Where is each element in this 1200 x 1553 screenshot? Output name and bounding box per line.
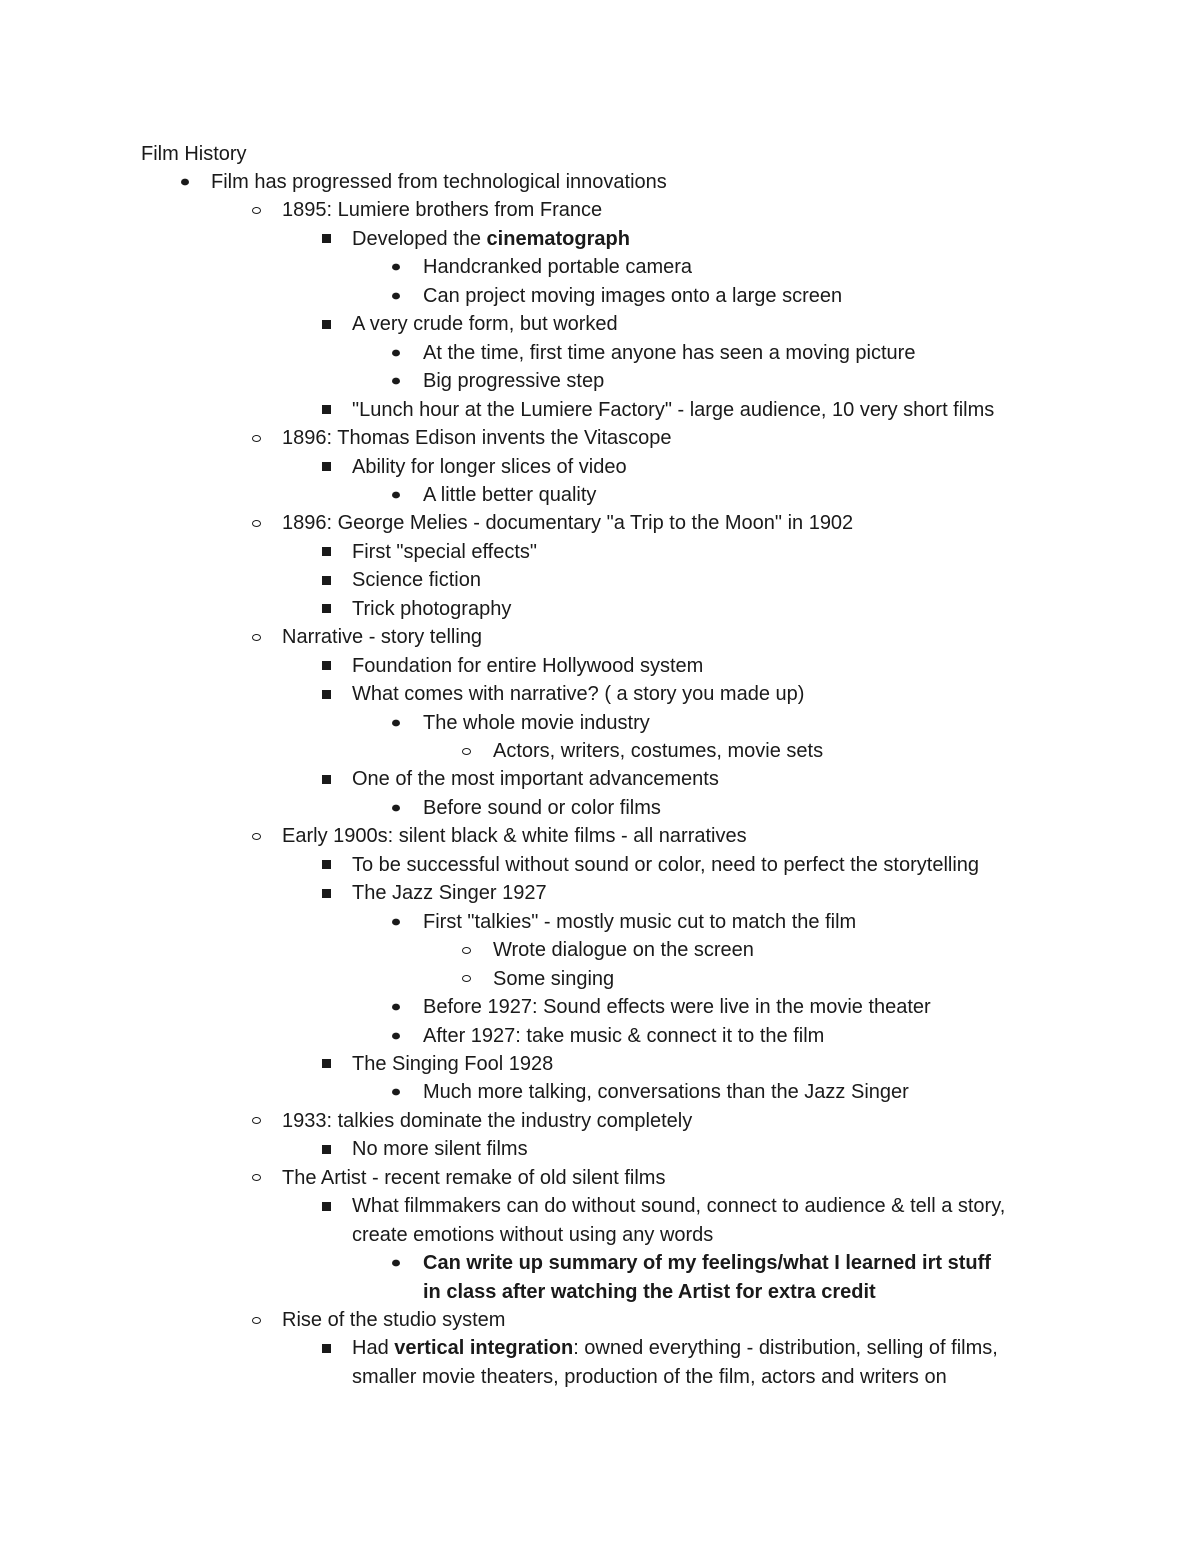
hollow-bullet-icon — [246, 623, 266, 651]
list-item-text — [423, 1022, 824, 1050]
list-item — [0, 680, 1200, 708]
square-bullet-icon — [316, 310, 336, 338]
text-segment: smaller movie theaters, production of the film, actors and writers on — [352, 1365, 947, 1388]
text-segment: Much more talking, conversations than the Jazz Singer — [423, 1081, 909, 1104]
list-item — [0, 481, 1200, 509]
list-item-text — [352, 1050, 553, 1078]
list-item — [0, 765, 1200, 793]
list-item-text — [352, 538, 537, 566]
filled-bullet-icon — [386, 339, 406, 367]
filled-bullet-icon — [386, 481, 406, 509]
list-item-text — [352, 310, 618, 338]
square-bullet-icon — [316, 595, 336, 623]
list-item-text — [423, 481, 596, 509]
list-item — [0, 709, 1200, 737]
text-segment: To be successful without sound or color, need to perfect the storytelling — [352, 853, 980, 876]
list-item-text — [352, 1363, 947, 1391]
text-segment: Science fiction — [352, 569, 481, 592]
list-item-text — [352, 1334, 998, 1362]
list-item — [0, 282, 1200, 310]
text-segment: create emotions without using any words — [352, 1223, 714, 1246]
list-item — [0, 1164, 1200, 1192]
list-item-text — [493, 936, 754, 964]
filled-bullet-icon — [386, 367, 406, 395]
list-item — [0, 538, 1200, 566]
hollow-bullet-icon — [246, 1107, 266, 1135]
list-item — [0, 1192, 1200, 1220]
bold-text-segment: in class after watching the Artist for extra credit — [423, 1280, 876, 1303]
list-item — [0, 965, 1200, 993]
hollow-bullet-icon — [456, 737, 476, 765]
list-item — [0, 253, 1200, 281]
list-item-text — [352, 396, 994, 424]
list-item — [0, 1107, 1200, 1135]
list-item-text — [282, 196, 602, 224]
filled-bullet-icon — [386, 794, 406, 822]
list-item — [0, 196, 1200, 224]
list-item — [0, 396, 1200, 424]
text-segment: Ability for longer slices of video — [352, 455, 627, 478]
list-item — [0, 623, 1200, 651]
square-bullet-icon — [316, 851, 336, 879]
text-segment: Foundation for entire Hollywood system — [352, 654, 704, 677]
list-item — [0, 566, 1200, 594]
square-bullet-icon — [316, 566, 336, 594]
text-segment: Handcranked portable camera — [423, 256, 693, 279]
filled-bullet-icon — [175, 168, 195, 196]
list-item — [0, 879, 1200, 907]
list-item — [0, 1334, 1200, 1362]
filled-bullet-icon — [386, 1022, 406, 1050]
text-segment: 1896: George Melies - documentary "a Trip to the Moon" in 1902 — [282, 512, 854, 535]
list-item-text — [423, 339, 915, 367]
text-segment: Had — [352, 1337, 395, 1360]
text-segment: Big progressive step — [423, 370, 605, 393]
list-item-text — [423, 993, 931, 1021]
text-segment: Before 1927: Sound effects were live in the movie theater — [423, 996, 931, 1019]
list-item-text — [282, 424, 672, 452]
text-segment: Trick photography — [352, 597, 512, 620]
list-item — [0, 424, 1200, 452]
square-bullet-icon — [316, 680, 336, 708]
list-item-text — [423, 794, 661, 822]
list-item-text — [423, 709, 650, 737]
list-item-text — [423, 908, 856, 936]
bold-text-segment: cinematograph — [486, 227, 630, 250]
text-segment: The Jazz Singer 1927 — [352, 882, 547, 905]
list-item-continuation — [0, 1363, 1200, 1391]
list-item-text — [282, 1164, 665, 1192]
list-item — [0, 1078, 1200, 1106]
text-segment: 1896: Thomas Edison invents the Vitascope — [282, 427, 672, 450]
text-segment: Narrative - story telling — [282, 626, 483, 649]
list-item — [0, 1306, 1200, 1334]
list-item — [0, 168, 1200, 196]
list-item-text — [282, 623, 482, 651]
text-segment: A little better quality — [423, 483, 597, 506]
text-segment: The Singing Fool 1928 — [352, 1052, 554, 1075]
text-segment: Early 1900s: silent black & white films - all narratives — [282, 825, 747, 848]
square-bullet-icon — [316, 652, 336, 680]
filled-bullet-icon — [386, 282, 406, 310]
square-bullet-icon — [316, 879, 336, 907]
hollow-bullet-icon — [246, 196, 266, 224]
list-item — [0, 310, 1200, 338]
square-bullet-icon — [316, 1334, 336, 1362]
list-item-text — [423, 1078, 909, 1106]
list-item-text — [211, 168, 667, 196]
list-item — [0, 993, 1200, 1021]
text-segment: : owned everything - distribution, selling of films, — [573, 1337, 998, 1360]
text-segment: Wrote dialogue on the screen — [493, 939, 754, 962]
text-segment: One of the most important advancements — [352, 768, 719, 791]
square-bullet-icon — [316, 765, 336, 793]
list-item-text — [423, 1249, 991, 1277]
text-segment: The Artist - recent remake of old silent films — [282, 1166, 666, 1189]
square-bullet-icon — [316, 453, 336, 481]
filled-bullet-icon — [386, 709, 406, 737]
text-segment: Rise of the studio system — [282, 1309, 506, 1331]
filled-bullet-icon — [386, 1249, 406, 1277]
text-segment: What comes with narrative? ( a story you made up) — [352, 683, 805, 706]
square-bullet-icon — [316, 225, 336, 253]
text-segment: A very crude form, but worked — [352, 313, 618, 336]
filled-bullet-icon — [386, 993, 406, 1021]
list-item-text — [493, 965, 614, 993]
text-segment: No more silent films — [352, 1138, 528, 1161]
text-segment: 1933: talkies dominate the industry completely — [282, 1109, 693, 1132]
list-item-text — [493, 737, 823, 765]
list-item-continuation — [0, 1221, 1200, 1249]
list-item — [0, 1249, 1200, 1277]
list-item — [0, 595, 1200, 623]
list-item-text — [352, 1192, 1005, 1220]
bold-text-segment: Can write up summary of my feelings/what I learned irt stuff — [423, 1252, 991, 1275]
hollow-bullet-icon — [456, 936, 476, 964]
list-item — [0, 509, 1200, 537]
square-bullet-icon — [316, 1192, 336, 1220]
list-item — [0, 453, 1200, 481]
list-item — [0, 1050, 1200, 1078]
hollow-bullet-icon — [246, 509, 266, 537]
text-segment: 1895: Lumiere brothers from France — [282, 199, 603, 222]
text-segment: At the time, first time anyone has seen a moving picture — [423, 341, 916, 364]
list-item — [0, 908, 1200, 936]
text-segment: Before sound or color films — [423, 796, 661, 819]
text-segment: Film has progressed from technological innovations — [211, 171, 667, 193]
list-item — [0, 851, 1200, 879]
list-item-text — [282, 1306, 505, 1334]
text-segment: After 1927: take music & connect it to the film — [423, 1024, 825, 1047]
filled-bullet-icon — [386, 908, 406, 936]
text-segment: Can project moving images onto a large screen — [423, 284, 843, 307]
filled-bullet-icon — [386, 1078, 406, 1106]
list-item-text — [352, 851, 979, 879]
hollow-bullet-icon — [456, 965, 476, 993]
square-bullet-icon — [316, 538, 336, 566]
list-item — [0, 936, 1200, 964]
list-item-text — [423, 367, 604, 395]
list-item-continuation — [0, 1278, 1200, 1306]
list-item-text — [352, 1135, 528, 1163]
text-segment: "Lunch hour at the Lumiere Factory" - large audience, 10 very short films — [352, 398, 995, 421]
list-item — [0, 737, 1200, 765]
text-segment: Actors, writers, costumes, movie sets — [493, 740, 824, 762]
text-segment: The whole movie industry — [423, 711, 650, 734]
hollow-bullet-icon — [246, 424, 266, 452]
list-item-text — [352, 680, 804, 708]
list-item-text — [282, 822, 747, 850]
list-item-text — [352, 453, 627, 481]
list-item-text — [352, 595, 511, 623]
list-item — [0, 652, 1200, 680]
list-item — [0, 1135, 1200, 1163]
list-item-text — [352, 879, 547, 907]
list-item-text — [352, 225, 630, 253]
list-item — [0, 794, 1200, 822]
list-item-text — [282, 509, 853, 537]
hollow-bullet-icon — [246, 1306, 266, 1334]
list-item-text — [352, 765, 719, 793]
document-title: Film History — [141, 143, 247, 165]
text-segment: First "talkies" - mostly music cut to match the film — [423, 910, 857, 933]
list-item-text — [423, 1278, 876, 1306]
square-bullet-icon — [316, 1050, 336, 1078]
list-item-text — [282, 1107, 692, 1135]
text-segment: What filmmakers can do without sound, connect to audience & tell a story, — [352, 1195, 1006, 1218]
list-item — [0, 339, 1200, 367]
bold-text-segment: vertical integration — [394, 1337, 574, 1360]
list-item — [0, 225, 1200, 253]
square-bullet-icon — [316, 396, 336, 424]
list-item — [0, 367, 1200, 395]
list-item — [0, 822, 1200, 850]
list-item-text — [423, 282, 842, 310]
list-item-text — [352, 566, 481, 594]
list-item — [0, 1022, 1200, 1050]
text-segment: First "special effects" — [352, 540, 537, 563]
text-segment: Some singing — [493, 967, 615, 990]
text-segment: Developed the — [352, 227, 487, 250]
hollow-bullet-icon — [246, 1164, 266, 1192]
list-item-text — [352, 1221, 713, 1249]
square-bullet-icon — [316, 1135, 336, 1163]
list-item-text — [423, 253, 692, 281]
filled-bullet-icon — [386, 253, 406, 281]
list-item-text — [352, 652, 703, 680]
hollow-bullet-icon — [246, 822, 266, 850]
